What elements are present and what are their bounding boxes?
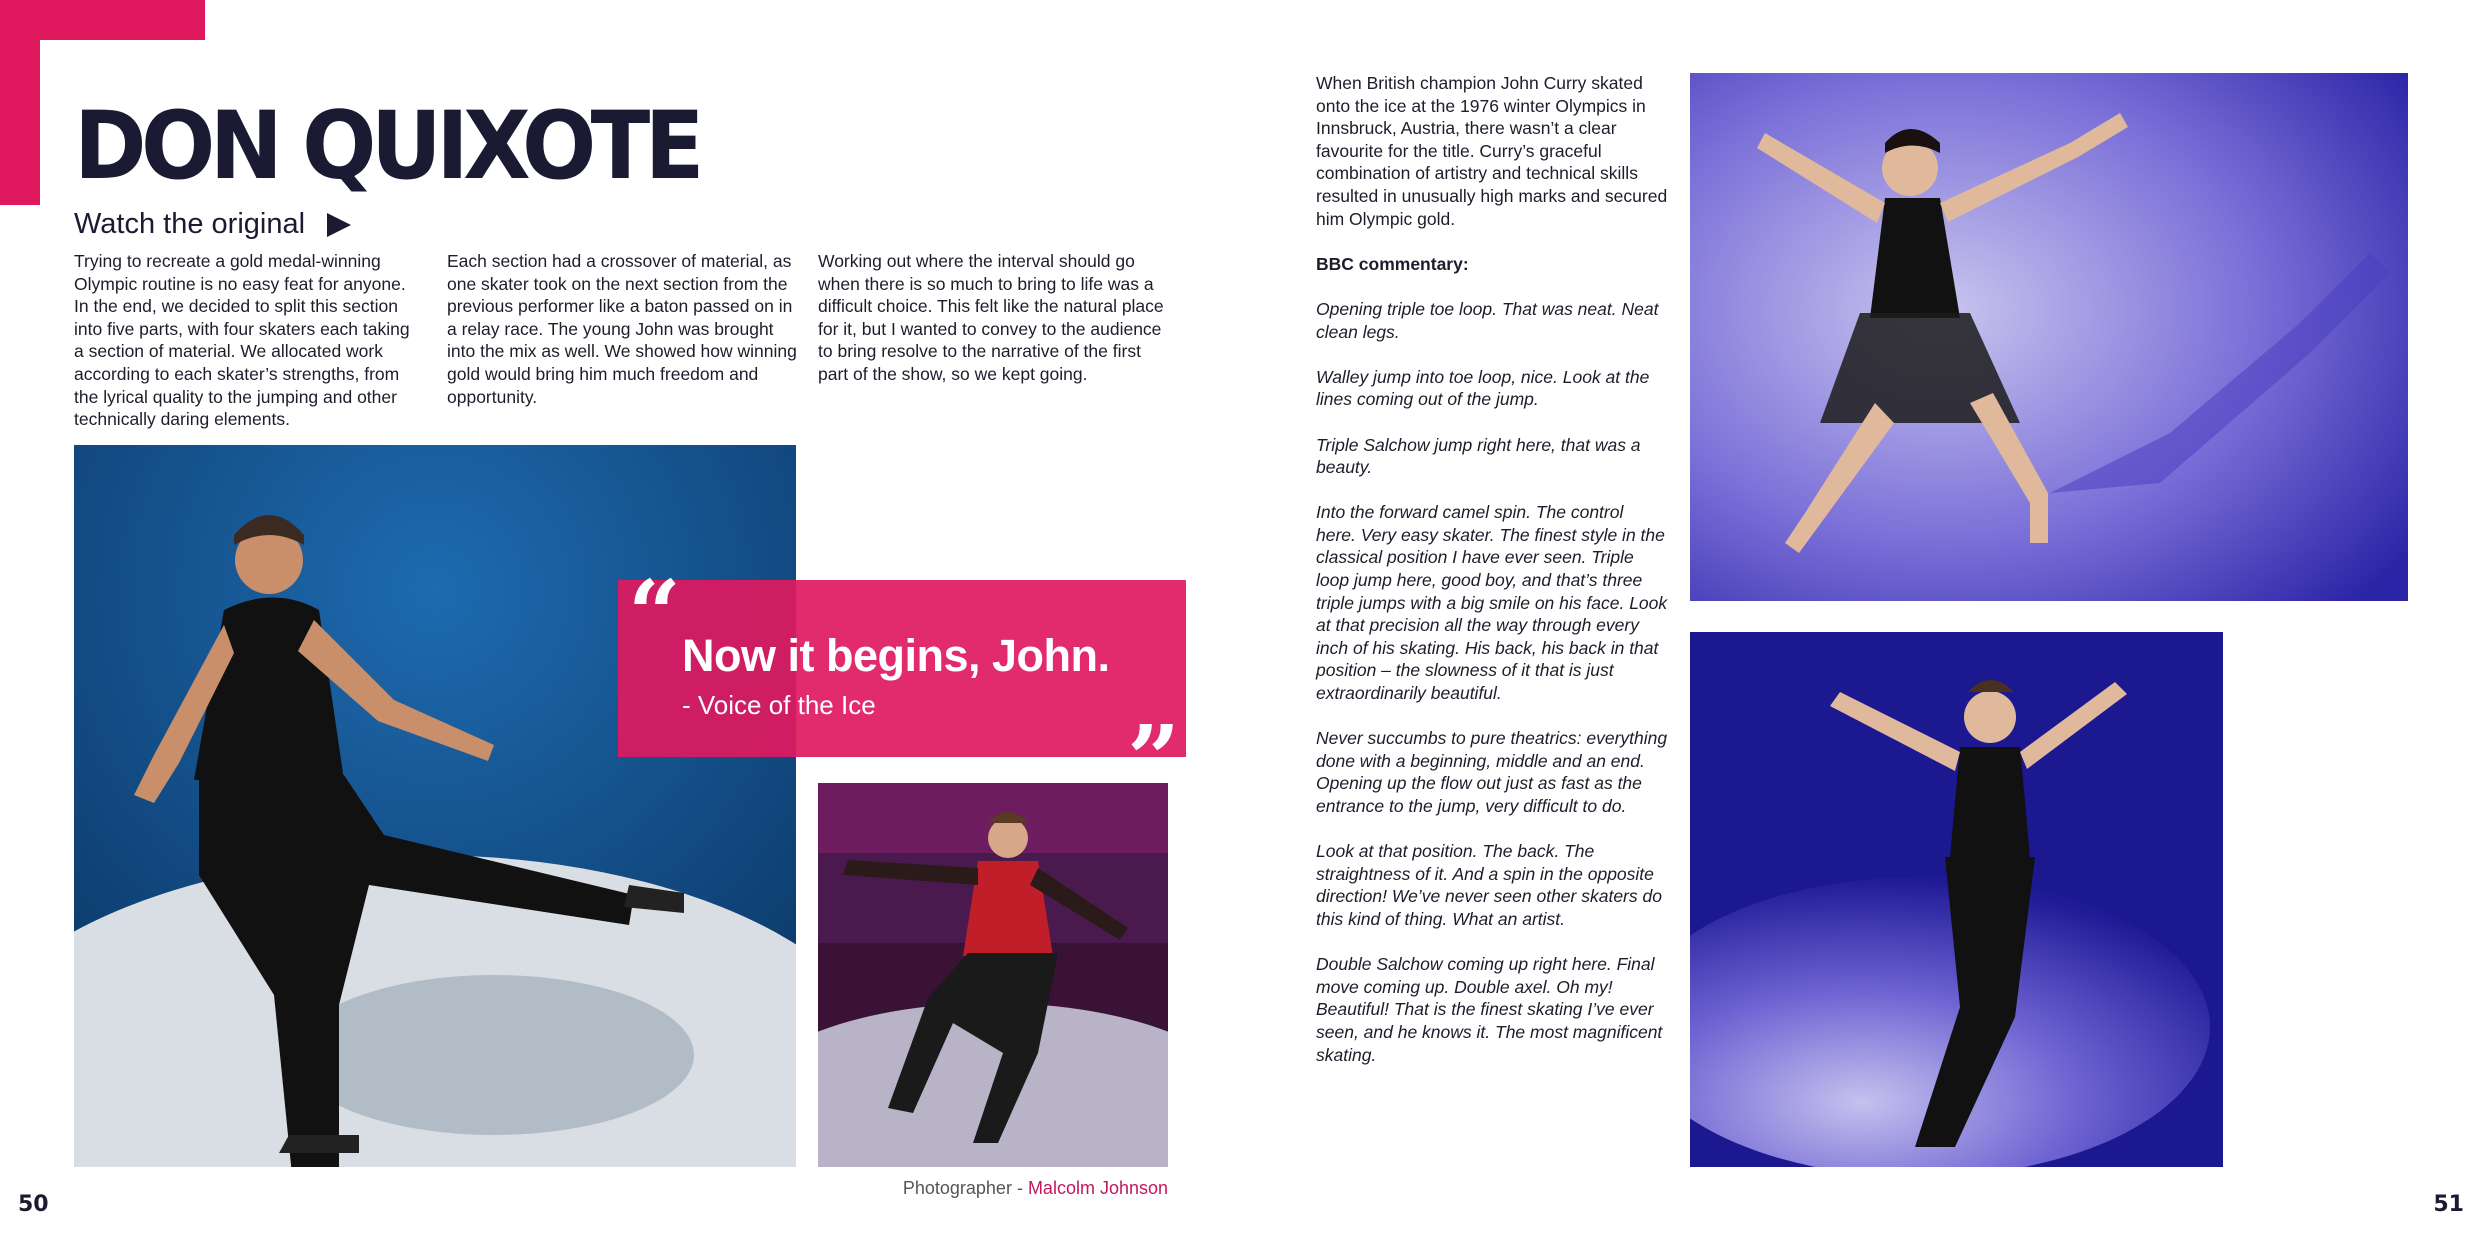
watch-original-label: Watch the original	[74, 208, 306, 240]
sidebar-heading: BBC commentary:	[1316, 253, 1469, 274]
commentary-paragraph: Triple Salchow jump right here, that was a beauty.	[1316, 434, 1641, 478]
commentary-paragraph: Walley jump into toe loop, nice. Look at the lines coming out of the jump.	[1316, 366, 1650, 410]
commentary-paragraph: Opening triple toe loop. That was neat. Neat clean legs.	[1316, 298, 1659, 342]
body-column-1: Trying to recreate a gold medal-winning Olympic routine is no easy feat for anyone. In the end, we decided to split this section into five parts, with four skaters each taking a section of material. We allocated work according to each skater’s strengths, from the lyrical quality to the jumping and other technically daring elements.	[74, 251, 410, 430]
pull-quote	[618, 560, 1186, 813]
body-column-3: Working out where the interval should go when there is so much to bring to life was a difficult choice. This felt like the natural place for it, but I wanted to convey to the audience to bring resolve to the narrative of the first part of the show, so we kept going.	[818, 251, 1164, 384]
quote-close-icon: ”	[1127, 705, 1180, 813]
photo-skater-spotlight	[74, 445, 796, 1167]
watch-original-link[interactable]	[74, 208, 351, 241]
play-icon[interactable]	[327, 213, 351, 237]
accent-bar-left	[0, 0, 40, 205]
photo-credit	[818, 1178, 1168, 1199]
commentary-paragraph: Double Salchow coming up right here. Final move coming up. Double axel. Oh my! Beautiful! That is the finest skating I’ve ever seen, and he knows it. The most magnificent skating.	[1316, 954, 1663, 1065]
commentary-paragraph: Look at that position. The back. The straightness of it. And a spin in the opposite direction! We’ve never seen other skaters do this kind of thing. What an artist.	[1316, 841, 1662, 929]
photographer-name: Malcolm Johnson	[1027, 1178, 1168, 1198]
page-number-right: 51	[2433, 1192, 2464, 1217]
sidebar-intro: When British champion John Curry skated onto the ice at the 1976 winter Olympics in Innsbruck, Austria, there wasn’t a clear favourite for the title. Curry’s graceful combination of artistry and technical skills resulted in unusually high marks and secured him Olympic gold.	[1316, 73, 1668, 229]
body-column-2: Each section had a crossover of material, as one skater took on the next section from the previous performer like a baton passed on in a relay race. The young John was brought into the mix as well. We showed how winning gold would bring him much freedom and opportunity.	[447, 251, 797, 407]
page-number-left: 50	[18, 1192, 49, 1217]
photo-young-skater	[818, 783, 1168, 1167]
quote-open-icon: “	[628, 560, 681, 668]
photo-female-skater	[1690, 73, 2408, 601]
quote-source: - Voice of the Ice	[682, 690, 876, 720]
sidebar-column	[1316, 72, 1668, 1089]
quote-text: Now it begins, John.	[682, 630, 1110, 681]
commentary-paragraph: Never succumbs to pure theatrics: everything done with a beginning, middle and an end. Opening up the flow out just as fast as the entrance to the jump, very difficult to do.	[1316, 728, 1668, 816]
article-title: DON QUIXOTE	[74, 92, 699, 201]
commentary-paragraph: Into the forward camel spin. The control here. Very easy skater. The finest style in the classical position I have ever seen. Triple loop jump here, good boy, and that’s three triple jumps with a big smile on his face. Look at that precision all the way through every inch of his skating. His back, his back in that position – the slowness of it that is just extraordinarily beautiful.	[1316, 502, 1668, 704]
photo-male-skater-arms-raised	[1690, 632, 2223, 1167]
photo-credit-label: Photographer -	[902, 1178, 1028, 1198]
